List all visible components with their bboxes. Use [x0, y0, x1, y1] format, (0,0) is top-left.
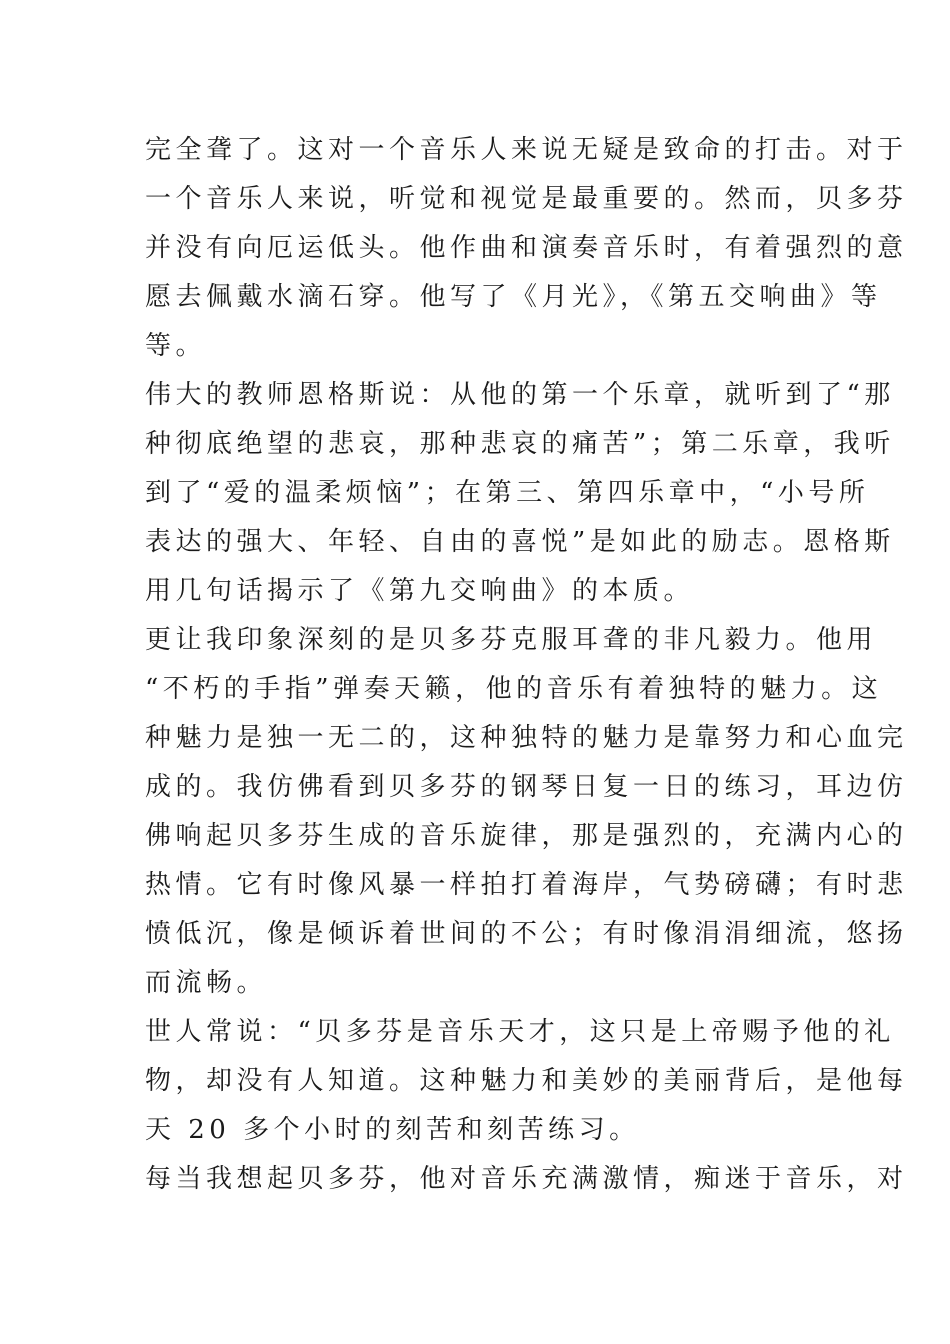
text-line: 等。 [145, 331, 207, 361]
text-line: 种魅力是独一无二的，这种独特的魅力是靠努力和心血完 [145, 723, 908, 753]
text-line: 一个音乐人来说，听觉和视觉是最重要的。然而，贝多芬 [145, 184, 908, 214]
text-line: 成的。我仿佛看到贝多芬的钢琴日复一日的练习，耳边仿 [145, 772, 908, 802]
text-line: 愤低沉，像是倾诉着世间的不公；有时像涓涓细流，悠扬 [145, 919, 908, 949]
text-line: 天 20 多个小时的刻苦和刻苦练习。 [145, 1115, 640, 1145]
text-line: 到了“爱的温柔烦恼”；在第三、第四乐章中，“小号所 [145, 478, 870, 508]
document-body [145, 126, 908, 1204]
text-line: 佛响起贝多芬生成的音乐旋律，那是强烈的，充满内心的 [145, 821, 908, 851]
text-line: 热情。它有时像风暴一样拍打着海岸，气势磅礴；有时悲 [145, 870, 908, 900]
text-line: 伟大的教师恩格斯说：从他的第一个乐章，就听到了“那 [145, 380, 895, 410]
text-line: 物，却没有人知道。这种魅力和美妙的美丽背后，是他每 [145, 1066, 908, 1096]
text-line: 种彻底绝望的悲哀，那种悲哀的痛苦”；第二乐章，我听 [145, 429, 895, 459]
text-line: 完全聋了。这对一个音乐人来说无疑是致命的打击。对于 [145, 135, 908, 165]
text-line: 用几句话揭示了《第九交响曲》的本质。 [145, 576, 695, 606]
text-line: 并没有向厄运低头。他作曲和演奏音乐时，有着强烈的意 [145, 233, 908, 263]
text-line: 而流畅。 [145, 968, 268, 998]
text-line: 表达的强大、年轻、自由的喜悦”是如此的励志。恩格斯 [145, 527, 895, 557]
text-line: 更让我印象深刻的是贝多芬克服耳聋的非凡毅力。他用 [145, 625, 878, 655]
text-line: “不朽的手指”弹奏天籁，他的音乐有着独特的魅力。这 [145, 674, 883, 704]
text-line: 每当我想起贝多芬，他对音乐充满激情，痴迷于音乐，对 [145, 1164, 908, 1194]
text-line: 愿去佩戴水滴石穿。他写了《月光》，《第五交响曲》等 [145, 282, 882, 312]
text-line: 世人常说：“贝多芬是音乐天才，这只是上帝赐予他的礼 [145, 1017, 895, 1047]
